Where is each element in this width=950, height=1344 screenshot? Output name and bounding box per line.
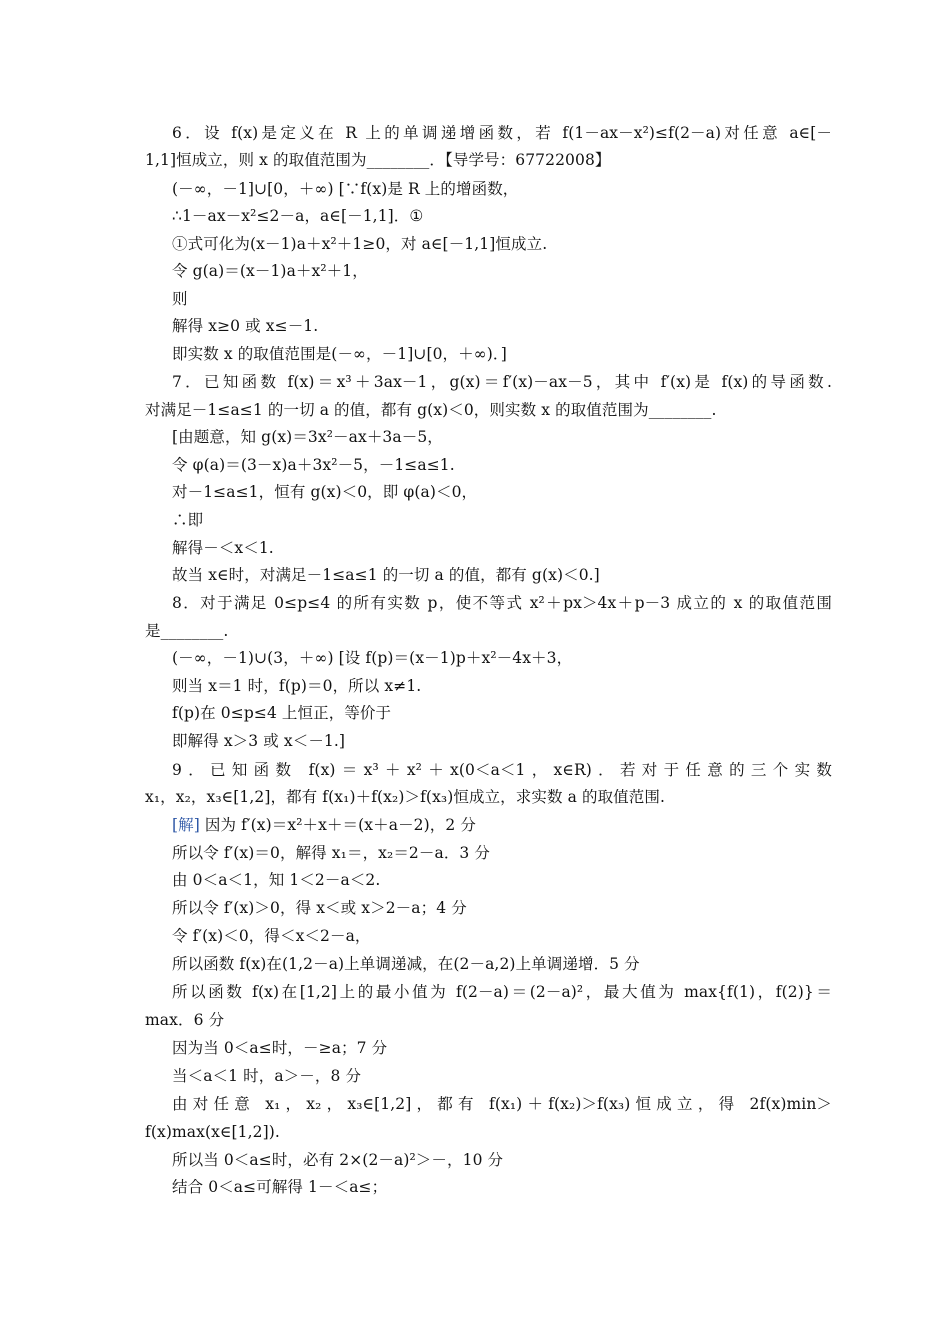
problem-9-solution-line: 所以令 f′(x)＝0，解得 x₁＝，x₂＝2－a．3 分	[172, 844, 491, 862]
problem-6-statement-line-1: 6．设 f(x)是定义在 R 上的单调递增函数，若 f(1－ax－x²)≤f(2－a)对任意 a∈[－	[172, 124, 832, 142]
problem-9-statement-line-1: 9．已知函数 f(x)＝x³＋x²＋x(0＜a＜1，x∈R)．若对于任意的三个实数	[172, 761, 832, 779]
problem-9-solution-line: f(x)max(x∈[1,2]).	[145, 1123, 280, 1141]
problem-9-solution-line: 所以函数 f(x)在(1,2－a)上单调递减，在(2－a,2)上单调递增．5 分	[172, 955, 640, 973]
problem-6-statement-line-2: 1,1]恒成立，则 x 的取值范围为________．【导学号：67722008】	[145, 151, 611, 169]
problem-7-solution-line: 对－1≤a≤1，恒有 g(x)＜0，即 φ(a)＜0，	[172, 483, 478, 501]
problem-9-solution-line: max．6 分	[145, 1011, 225, 1029]
problem-6-solution-line: 令 g(a)＝(x－1)a＋x²＋1，	[172, 262, 368, 280]
problem-9-solution-line: 结合 0＜a≤可解得 1－＜a≤；	[172, 1178, 388, 1196]
problem-6-solution-line: ①式可化为(x－1)a＋x²＋1≥0，对 a∈[－1,1]恒成立.	[172, 235, 548, 253]
problem-8-solution-line: f(p)在 0≤p≤4 上恒正，等价于	[172, 704, 392, 722]
problem-8-conclusion-line: 即解得 x＞3 或 x＜－1.]	[172, 732, 346, 750]
problem-7-conclusion-line: 故当 x∈时，对满足－1≤a≤1 的一切 a 的值，都有 g(x)＜0.]	[172, 566, 600, 584]
problem-7-solution-line: 解得－＜x＜1.	[172, 539, 274, 557]
problem-9-solution-line: 由 0＜a＜1，知 1＜2－a＜2.	[172, 871, 381, 889]
problem-8-statement-line-1: 8．对于满足 0≤p≤4 的所有实数 p，使不等式 x²＋px＞4x＋p－3 成立的 x 的取值范围	[172, 594, 832, 612]
problem-9-solution-line: 所以函数 f(x)在[1,2]上的最小值为 f(2－a)＝(2－a)²，最大值为 max{f(1)，f(2)}＝	[172, 983, 832, 1001]
problem-9-solution-line: 当＜a＜1 时，a＞－，8 分	[172, 1067, 362, 1085]
problem-9-solution-line: 令 f′(x)＜0，得＜x＜2－a，	[172, 927, 371, 945]
problem-7-statement-line-2: 对满足－1≤a≤1 的一切 a 的值，都有 g(x)＜0，则实数 x 的取值范围为________.	[145, 401, 717, 419]
problem-7-solution-line: ∴即	[172, 511, 204, 529]
problem-6-answer-line: (－∞，－1]∪[0，＋∞) [∵f(x)是 R 上的增函数，	[172, 180, 519, 198]
problem-9-solution-line: 因为当 0＜a≤时，－≥a；7 分	[172, 1039, 388, 1057]
problem-7-statement-line-1: 7．已知函数 f(x)＝x³＋3ax－1，g(x)＝f′(x)－ax－5，其中 f′(x)是 f(x)的导函数.	[172, 373, 832, 391]
problem-9-solution-line: 由对任意 x₁，x₂，x₃∈[1,2]，都有 f(x₁)＋f(x₂)＞f(x₃)恒成立，得 2f(x)min＞	[172, 1095, 832, 1113]
solution-text: 因为 f′(x)＝x²＋x＋＝(x＋a－2)，2 分	[199, 816, 476, 834]
problem-9-statement-line-2: x₁，x₂，x₃∈[1,2]，都有 f(x₁)＋f(x₂)＞f(x₃)恒成立，求实数 a 的取值范围.	[145, 788, 665, 806]
solution-marker: [解]	[172, 816, 200, 834]
problem-6-solution-line: 则	[172, 290, 188, 308]
problem-7-solution-line: [由题意，知 g(x)＝3x²－ax＋3a－5，	[172, 428, 443, 446]
problem-8-solution-line: 则当 x＝1 时，f(p)＝0，所以 x≠1.	[172, 677, 422, 695]
problem-8-statement-line-2: 是________.	[145, 622, 229, 640]
problem-8-answer-line: (－∞，－1)∪(3，＋∞) [设 f(p)＝(x－1)p＋x²－4x＋3，	[172, 649, 573, 667]
problem-6-conclusion-line: 即实数 x 的取值范围是(－∞，－1]∪[0，＋∞)．]	[172, 345, 507, 363]
problem-7-solution-line: 令 φ(a)＝(3－x)a＋3x²－5，－1≤a≤1.	[172, 456, 455, 474]
problem-9-solution-line	[172, 812, 476, 838]
problem-9-solution-line: 所以当 0＜a≤时，必有 2×(2－a)²＞－，10 分	[172, 1151, 504, 1169]
problem-9-solution-line: 所以令 f′(x)＞0，得 x＜或 x＞2－a；4 分	[172, 899, 467, 917]
problem-6-solution-line: 解得 x≥0 或 x≤－1.	[172, 317, 319, 335]
problem-6-solution-line: ∴1－ax－x²≤2－a，a∈[－1,1]．①	[172, 207, 424, 225]
